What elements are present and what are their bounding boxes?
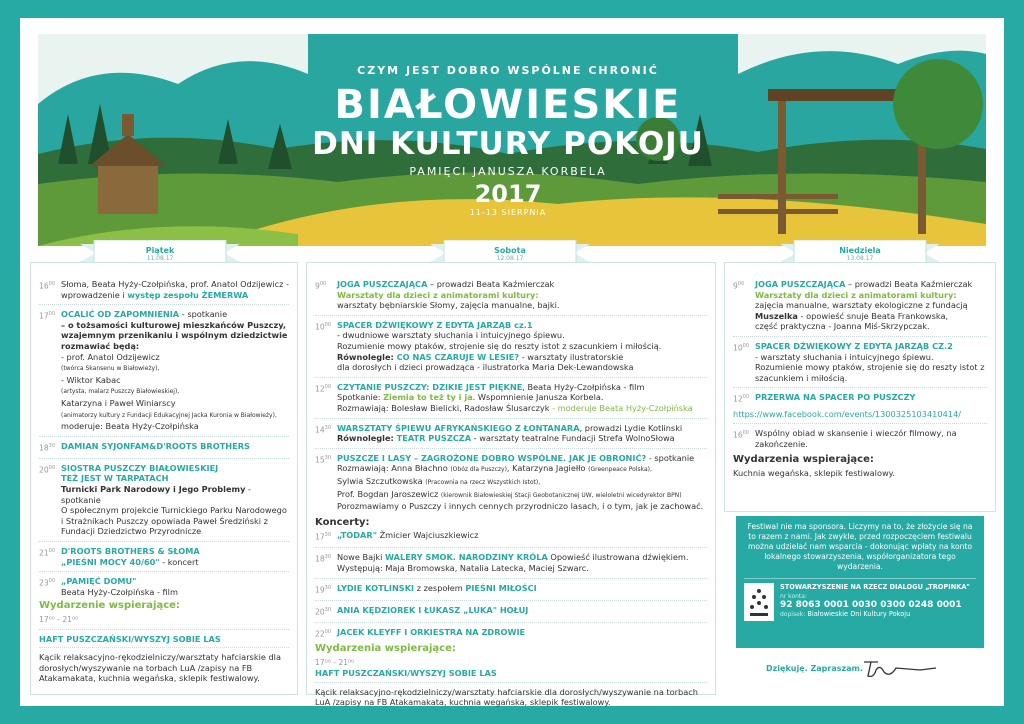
divider: [315, 622, 707, 623]
divider: [39, 458, 289, 459]
day-label-sunday: Niedziela: [839, 246, 881, 255]
friday-event: [39, 279, 289, 300]
sunday-event: [733, 392, 987, 405]
event-text: . Wspomnienie Janusza Korbela.: [472, 392, 604, 403]
event-title: CZYTANIE PUSZCZY: DZIKIE JEST PIĘKNE: [337, 381, 523, 392]
event-title: „PIEŚNI MOCY 40/60": [61, 556, 160, 567]
event-text: - opowieść snuje Beata Frankowska,: [797, 310, 949, 321]
account-label: nr konta:: [780, 593, 807, 600]
event-time: $23^{00}$: [39, 578, 56, 588]
divider: [315, 418, 707, 419]
event-text: Wspólny obiad w skansenie i wieczór filmowy, na zakończenie.: [755, 428, 957, 449]
speaker-note: (Pracownia na rzecz Wszystkich Istot),: [425, 478, 541, 486]
speaker-note: (Obóz dla Puszczy): [450, 466, 507, 474]
divider: [315, 682, 707, 683]
event-title: PIEŚNI MIŁOŚCI: [465, 582, 537, 593]
event-text: - spotkanie: [179, 309, 228, 320]
sunday-event: [733, 428, 987, 449]
note-label: dopisek:: [780, 611, 806, 618]
event-time: $16^{00}$: [733, 430, 750, 440]
sunday-column: [724, 262, 996, 512]
speaker-note: (kierownik Białowieskiej Stacji Geobotanicznej UW, wieloletni wicedyrektor BPN): [440, 491, 682, 499]
event-text: Opowieść ilustrowana dźwiękiem.: [547, 552, 689, 563]
event-text: – prowadzi Beata Kaźmierczak: [427, 279, 555, 289]
event-text: Sylwia Szczutkowska: [337, 475, 426, 486]
event-text: Nowe Bajki: [337, 552, 385, 563]
friday-event: [39, 309, 289, 432]
divider: [315, 448, 707, 449]
festival-title-line2: DNI KULTURY POKOJU: [312, 126, 704, 162]
event-title: JOGA PUSZCZAJĄCA: [337, 279, 428, 289]
event-time: $17^{00}$: [39, 311, 56, 321]
event-text: - dwudniowe warsztaty słuchania i intuicyjnego śpiewu.: [337, 330, 565, 341]
saturday-column: [306, 262, 716, 708]
parallel-label: Równolegle:: [337, 351, 397, 362]
event-subtitle: Warsztaty dla dzieci z animatorami kultury:: [755, 289, 957, 300]
sunday-event: [733, 341, 987, 383]
speaker: - Wiktor Kabac: [61, 374, 121, 385]
divider: [733, 336, 987, 337]
support-time: 17⁰⁰ - 21⁰⁰: [315, 657, 355, 667]
support-text: Kuchnia wegańska, sklepik festiwalowy.: [733, 467, 895, 478]
event-text: Žmicier Wajciuszkiewicz: [376, 530, 479, 541]
tagline: CZYM JEST DOBRO WSPÓLNE CHRONIĆ: [357, 64, 659, 77]
event-time: $19^{30}$: [315, 584, 332, 595]
header-banner: [38, 34, 986, 246]
festival-dates: 11-13 SIERPNIA: [469, 208, 547, 217]
speaker-note: (Greenpeace Polska),: [588, 466, 652, 474]
event-title: WARSZTATY ŚPIEWU AFRYKAŃSKIEGO Z ŁONTANARA: [337, 422, 580, 433]
event-title: PUSZCZE I LASY – ZAGROŻONE DOBRO WSPÓLNE. JAK JE OBRONIĆ?: [337, 452, 647, 463]
sponsor-box: [736, 516, 984, 648]
event-time: $20^{30}$: [315, 606, 332, 617]
sunday-event: [733, 279, 987, 332]
concert: [315, 583, 707, 596]
festival-subtitle: PAMIĘCI JANUSZA KORBELA: [409, 165, 607, 178]
event-text: Spotkanie:: [337, 392, 384, 403]
event-title: SPACER DŹWIĘKOWY Z EDYTA JARZĄB: [337, 319, 512, 330]
friday-event: [39, 546, 289, 567]
speaker: Katarzyna i Paweł Winiarscy: [61, 397, 176, 408]
tropinka-logo-icon: [744, 583, 774, 621]
event-text: Występują: Maja Bromowska, Natalia Latecka, Maciej Szwarc.: [337, 563, 589, 573]
parallel-label: Równolegle:: [337, 433, 397, 444]
event-text: – prowadzi Beata Kaźmierczak: [845, 279, 973, 289]
facebook-event-link[interactable]: https://www.facebook.com/events/1300325103410414/: [733, 409, 961, 420]
sponsor-intro: Festiwal nie ma sponsora. Liczymy na to, że złożycie się na to razem z nami. Jak zwykle, przed rozpoczęciem festiwalu można udzielać nam wsparcia - dokonując wpłaty na konto lokalnego stowarzyszenia, współorganizatora tego wydarzenia.: [747, 522, 973, 571]
divider: [39, 304, 289, 305]
organization-name: STOWARZYSZENIE NA RZECZ DIALOGU „TROPINKA": [780, 583, 970, 591]
event-text: - spotkanie: [646, 452, 695, 463]
event-title: cz.1: [511, 319, 533, 330]
support-heading: Wydarzenia wspierające:: [315, 642, 456, 654]
support-title: HAFT PUSZCZAŃSKI/WYSZYJ SOBIE LAS: [39, 633, 221, 644]
event-title: TEŻ JEST W TARPATACH: [61, 473, 169, 484]
event-title: CO NAS CZARUJE W LESIE?: [396, 351, 520, 362]
concert: [315, 627, 707, 640]
event-title: WALERY SMOK. NARODZINY KRÓLA: [385, 552, 548, 563]
event-highlight: występ zespołu ŻEMERWA: [127, 289, 249, 300]
event-text: Prof. Bogdan Jaroszewicz: [337, 488, 441, 499]
day-label-saturday: Sobota: [494, 246, 526, 255]
event-text: Turnicki Park Narodowy i Jego Problemy: [61, 484, 246, 495]
event-text: Rozumienie mowy ptaków, strojenie się do reszty istot z szacunkiem i miłością.: [337, 340, 662, 351]
friday-column: [30, 262, 298, 695]
banner-title-block: [298, 64, 718, 217]
event-title: ANIA KĘDZIOREK I ŁUKASZ „LUKA" HOŁUJ: [337, 604, 529, 615]
saturday-event: [315, 320, 707, 373]
event-text: - warsztaty słuchania i intuicyjnego śpiewu.: [755, 351, 934, 362]
event-time: $18^{30}$: [39, 442, 56, 453]
bank-account-number: 92 8063 0001 0030 0300 0248 0001: [780, 600, 962, 610]
event-text: z zespołem: [414, 582, 466, 593]
event-text: - koncert: [159, 556, 199, 567]
signature-icon: [860, 656, 940, 680]
saturday-event: [315, 382, 707, 414]
event-time: $14^{30}$: [315, 424, 332, 435]
moderator: - moderuje Beata Hyży-Czołpińska: [552, 402, 693, 413]
event-time: $10^{00}$: [733, 342, 750, 353]
event-title: DAMIAN SYJONFAM&D'ROOTS BROTHERS: [61, 440, 250, 451]
event-time: $12^{00}$: [315, 383, 332, 394]
event-text: Muszelka: [755, 310, 798, 321]
event-text: - warsztaty ilustratorskie: [519, 351, 624, 362]
concerts-heading: Koncerty:: [315, 516, 370, 528]
event-text: część praktyczna - Joanna Miś-Skrzypczak.: [755, 321, 930, 332]
event-time: $18^{30}$: [315, 554, 332, 564]
divider: [315, 377, 707, 378]
saturday-event: [315, 453, 707, 512]
event-highlight: Ziemia to też ty i ja: [383, 392, 473, 403]
friday-event: [39, 441, 289, 454]
event-title: TEATR PUSZCZA: [396, 433, 472, 444]
day-date-friday: 11.08.17: [146, 255, 174, 262]
event-text: - spotkanie: [61, 484, 251, 505]
bank-details: [744, 578, 976, 621]
event-time: $21^{00}$: [39, 548, 56, 558]
concert: [315, 552, 707, 573]
divider: [315, 315, 707, 316]
day-date-sunday: 13.08.17: [846, 255, 874, 262]
event-text: O społecznym projekcie Turnickiego Parku Narodowego i Strażnikach Puszczy opowiada Paweł Średziński z Fundacji Dziedzictwo Przyrodnicze: [61, 505, 287, 537]
event-title: LYDIE KOTLINSKI: [337, 582, 415, 593]
event-text: , Katarzyna Jagiełło: [506, 463, 589, 474]
event-text: dla dorosłych i dzieci prowadząca - ilustratorka Maria Dek-Lewandowska: [337, 362, 634, 373]
saturday-event: [315, 279, 707, 311]
support-heading: Wydarzenia wspierające:: [733, 454, 874, 466]
event-time: $22^{00}$: [315, 628, 332, 639]
support-text: Kącik relaksacyjno-rękodzielniczy/warsztaty hafciarskie dla dorosłych/wyszywanie na torbach LuA /zapisy na FB Atakamakata, kuchnia wegańska, sklepik festiwalowy.: [315, 686, 698, 708]
event-title: SIOSTRA PUSZCZY BIAŁOWIESKIEJ: [61, 462, 219, 473]
speaker-note: (artysta, malarz Puszczy Białowieskiej),: [61, 388, 180, 396]
event-text: Porozmawiamy o Puszczy i innych cennych przyrodniczo lasach, i o tym, jak je zachować.: [337, 501, 704, 512]
event-text: , Beata Hyży-Czołpińska - film: [522, 381, 645, 392]
support-text: Kącik relaksacyjno-rękodzielniczy/warsztaty hafciarskie dla dorosłych/wyszywanie na torbach LuA /zapisy na FB Atakamakata, kuchnia wegańska, sklepik festiwalowy.: [39, 652, 281, 684]
event-title: „TODAR": [337, 530, 377, 541]
divider: [315, 600, 707, 601]
divider: [39, 571, 289, 572]
divider: [315, 578, 707, 579]
event-text: Rozmawiają: Bolesław Bielicki, Radosław Ślusarczyk: [337, 402, 553, 413]
event-title: PRZERWA NA SPACER PO PUSZCZY: [755, 392, 916, 403]
event-time: $12^{00}$: [733, 394, 750, 404]
support-title: HAFT PUSZCZAŃSKI/WYSZYJ SOBIE LAS: [315, 668, 497, 679]
friday-event: [39, 576, 289, 597]
event-text: Beata Hyży-Czołpińska - film: [61, 586, 178, 597]
support-heading: Wydarzenie wspierające:: [39, 600, 180, 612]
speaker-note: (animatorzy kultury z Fundacji Edukacyjnej Jacka Kuronia w Białowieży),: [61, 411, 277, 419]
event-title: JOGA PUSZCZAJĄCA: [755, 279, 846, 289]
friday-event: [39, 463, 289, 537]
event-title: „PAMIĘĆ DOMU": [61, 576, 137, 587]
concert: [315, 605, 707, 618]
event-title: JACEK KLEYFF I ORKIESTRA NA ZDROWIE: [337, 626, 526, 637]
divider: [39, 647, 289, 648]
event-time: $16^{00}$: [39, 281, 56, 291]
event-text: Rozumienie mowy ptaków, strojenie się do reszty istot z szacunkiem i miłością.: [755, 362, 985, 383]
event-title: D'ROOTS BROTHERS & SŁOMA: [61, 546, 200, 556]
day-label-friday: Piątek: [145, 246, 175, 255]
event-text: Słoma, Beata Hyży-Czołpińska, prof. Anatol Odzijewicz: [61, 279, 284, 289]
tropinka-logo: [744, 583, 774, 621]
divider: [39, 629, 289, 630]
speaker-note: (twórca Skansenu w Białowieży),: [61, 365, 160, 373]
festival-year: 2017: [474, 180, 542, 208]
event-time: $20^{00}$: [39, 464, 56, 475]
divider: [39, 436, 289, 437]
divider: [733, 387, 987, 388]
event-time: $10^{00}$: [315, 321, 332, 332]
event-time: $9^{00}$: [315, 281, 327, 291]
event-time: $9^{00}$: [733, 281, 745, 291]
support-time: 17⁰⁰ - 21⁰⁰: [39, 614, 79, 624]
event-title: OCALIĆ OD ZAPOMNIENIA: [61, 309, 180, 320]
divider: [315, 547, 707, 548]
festival-title-line1: BIAŁOWIESKIE: [334, 82, 682, 128]
event-subtitle: Warsztaty dla dzieci z animatorami kultury:: [337, 289, 539, 300]
saturday-event: [315, 423, 707, 444]
event-text: Rozmawiają: Anna Błachno: [337, 463, 451, 474]
event-text: warsztaty bębniarskie Słomy, zajęcia manualne, bajki.: [337, 300, 560, 311]
event-title: SPACER DŹWIĘKOWY Z EDYTA JARZĄB CZ.2: [755, 340, 953, 351]
moderator: moderuje: Beata Hyży-Czołpińska: [61, 421, 199, 432]
event-text: – o tożsamości kulturowej mieszkańców Puszczy, wzajemnym przenikaniu i wspólnym dziedzictwie rozmawiać będą:: [61, 319, 288, 351]
transfer-note: Białowieskie Dni Kultury Pokoju: [807, 610, 911, 618]
event-time: $15^{30}$: [315, 454, 332, 465]
divider: [39, 541, 289, 542]
event-text: - wprowadzenie i: [61, 279, 289, 300]
day-date-saturday: 12.08.17: [496, 255, 524, 262]
thanks-text: Dziękuję. Zapraszam.: [766, 664, 863, 673]
event-text: zajęcia manualne, warsztaty ekologiczne z fundacją: [755, 300, 968, 311]
event-text: , prowadzi Lydie Kotlinski: [579, 422, 683, 433]
speaker: - prof. Anatol Odzijewicz: [61, 351, 160, 362]
event-text: - warsztaty teatralne Fundacji Strefa WolnoSłowa: [471, 433, 675, 444]
event-time: $17^{30}$: [315, 532, 332, 542]
concert: [315, 530, 707, 543]
divider: [733, 423, 987, 424]
